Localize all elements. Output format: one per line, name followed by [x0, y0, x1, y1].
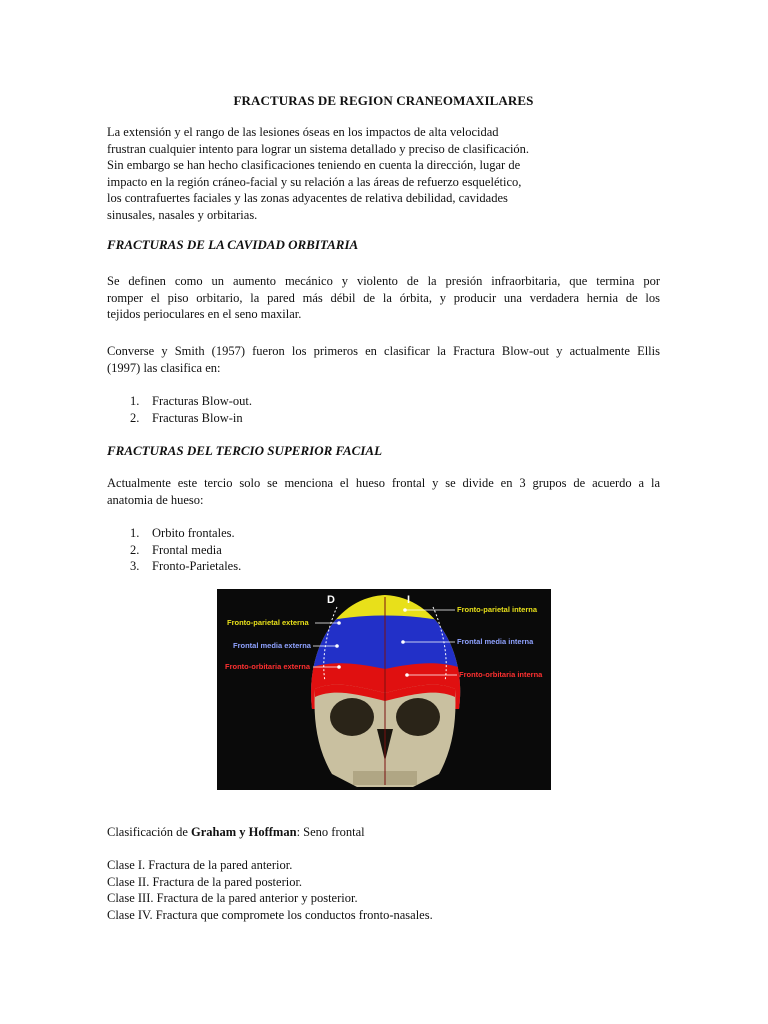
label-frontal-media-externa: Frontal media externa	[233, 641, 311, 650]
label-fronto-parietal-externa: Fronto-parietal externa	[227, 618, 309, 627]
section-heading-tercio: FRACTURAS DEL TERCIO SUPERIOR FACIAL	[107, 443, 383, 458]
label-fronto-parietal-interna: Fronto-parietal interna	[457, 605, 538, 614]
intro-line: Sin embargo se han hecho clasificaciones teniendo en cuenta la dirección, lugar de	[107, 158, 521, 172]
frontal-groups-list	[107, 525, 241, 575]
list-item: 1. Fracturas Blow-out.	[130, 394, 252, 408]
intro-paragraph	[107, 124, 577, 223]
intro-line: sinusales, nasales y orbitarias.	[107, 207, 258, 222]
intro-line: los contrafuertes faciales y las zonas adyacentes de relativa debilidad, cavidades	[107, 191, 508, 205]
paragraph-line: anatomia de hueso:	[107, 492, 204, 507]
orbitaria-paragraph-1	[107, 273, 660, 323]
intro-line: La extensión y el rango de las lesiones óseas en los impactos de alta velocidad	[107, 125, 499, 139]
skull-frontal-figure	[217, 589, 551, 790]
paragraph-line: Actualmente este tercio solo se menciona el hueso frontal y se divide en 3 grupos de acuerdo a la	[107, 476, 660, 490]
intro-line: impacto en la región cráneo-facial y su relación a las áreas de refuerzo esquelético,	[107, 174, 522, 189]
tercio-paragraph	[107, 475, 660, 508]
label-frontal-media-interna: Frontal media interna	[457, 637, 534, 646]
document-title: FRACTURAS DE REGION CRANEOMAXILARES	[233, 93, 534, 108]
skull-illustration	[217, 589, 551, 790]
classification-line: Clasificación de Graham y Hoffman: Seno frontal	[107, 825, 365, 839]
class-item: Clase II. Fractura de la pared posterior.	[107, 874, 303, 889]
blowout-list	[107, 393, 252, 426]
class-item: Clase III. Fractura de la pared anterior y posterior.	[107, 891, 358, 905]
label-fronto-orbitaria-interna: Fronto-orbitaria interna	[459, 670, 543, 679]
classification-authors: Graham y Hoffman	[191, 825, 297, 839]
paragraph-line: (1997) las clasifica en:	[107, 360, 221, 375]
side-letter-i: I	[407, 594, 411, 606]
orbitaria-paragraph-2	[107, 343, 660, 376]
list-item: 2. Frontal media	[130, 542, 222, 557]
classes-list	[107, 857, 660, 923]
class-item: Clase IV. Fractura que compromete los conductos fronto-nasales.	[107, 907, 433, 922]
section-heading-orbitaria: FRACTURAS DE LA CAVIDAD ORBITARIA	[107, 237, 359, 252]
paragraph-line: Se definen como un aumento mecánico y violento de la presión infraorbitaria, que termina por	[107, 274, 660, 288]
label-fronto-orbitaria-externa: Fronto-orbitaria externa	[225, 662, 311, 671]
list-item: 2. Fracturas Blow-in	[130, 410, 243, 425]
side-letter-d: D	[327, 594, 335, 606]
paragraph-line: tejidos perioculares en el seno maxilar.	[107, 307, 302, 321]
class-item: Clase I. Fractura de la pared anterior.	[107, 858, 293, 872]
list-item: 1. Orbito frontales.	[130, 526, 235, 540]
list-item: 3. Fronto-Parietales.	[130, 559, 242, 573]
paragraph-line: Converse y Smith (1957) fueron los primeros en clasificar la Fractura Blow-out y actualmente Ellis	[107, 344, 660, 358]
left-orbit	[396, 698, 440, 736]
intro-line: frustran cualquier intento para lograr un sistema detallado y preciso de clasificación.	[107, 141, 530, 156]
right-orbit	[330, 698, 374, 736]
paragraph-line: romper el piso orbitario, la pared más débil de la órbita, y producir una verdadera hernia de los	[107, 290, 660, 305]
